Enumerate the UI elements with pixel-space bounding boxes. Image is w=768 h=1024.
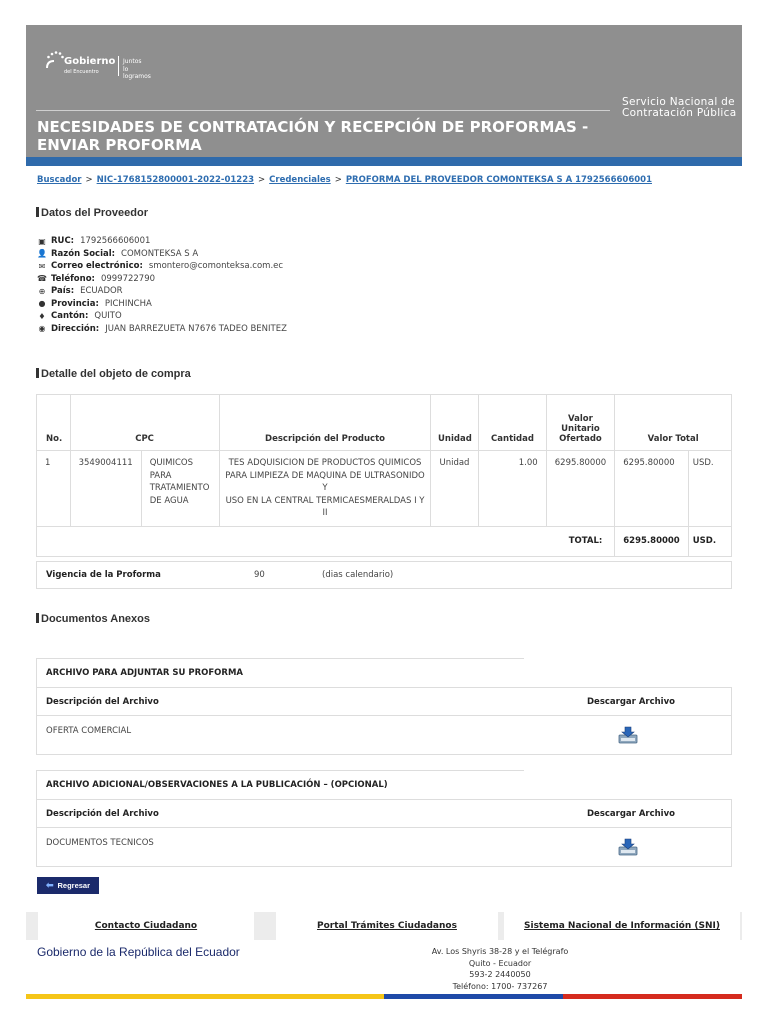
provider-razon-social: 👤 Razón Social: COMONTEKSA S A (37, 248, 199, 259)
globe-icon: ⊕ (38, 286, 46, 296)
provider-phone: ☎ Teléfono: 0999722790 (37, 273, 156, 284)
validity-value: 90 (254, 570, 265, 580)
breadcrumb-proforma[interactable]: PROFORMA DEL PROVEEDOR COMONTEKSA S A 1792566606001 (345, 175, 652, 185)
table-row (37, 451, 732, 527)
row-cpc-name: QUIMICOS PARA TRATAMIENTO DE AGUA (141, 451, 219, 527)
download-icon[interactable] (618, 726, 638, 744)
logo-divider (118, 56, 119, 76)
back-button[interactable] (37, 877, 99, 894)
col-cpc: CPC (70, 395, 219, 451)
table-row (37, 716, 731, 754)
col-file-download: Descargar Archivo (587, 697, 675, 707)
provider-province: ● Provincia: PICHINCHA (38, 298, 152, 309)
doc-table-proforma (36, 687, 732, 755)
breadcrumb-process[interactable]: NIC-1768152800001-2022-01223 (96, 175, 255, 185)
row-total: 6295.80000 (615, 451, 688, 527)
agency-name: Servicio Nacional de Contratación Pública (622, 96, 737, 119)
gobierno-logo[interactable] (44, 50, 154, 84)
footer-link-contacto[interactable]: Contacto Ciudadano (38, 912, 254, 940)
provider-address: ◉ Dirección: JUAN BARREZUETA N7676 TADEO BENITEZ (38, 323, 287, 334)
provider-ruc: ▣ RUC: 1792566606001 (38, 236, 151, 247)
table-total-row (37, 526, 732, 556)
user-icon: 👤 (37, 249, 47, 259)
breadcrumb-buscador[interactable]: Buscador (37, 175, 82, 185)
footer-government: Gobierno de la República del Ecuador (37, 945, 240, 959)
row-currency: USD. (688, 451, 731, 527)
col-description: Descripción del Producto (219, 395, 431, 451)
logo-slogan-2: lo logramos (123, 66, 151, 80)
footer-links-bar (26, 912, 742, 940)
breadcrumb: Buscador > NIC-1768152800001-2022-01223 > Credenciales > PROFORMA DEL PROVEEDOR COMONTEKSA S A 1792566606001 (37, 175, 652, 185)
provider-details (37, 235, 287, 335)
map-pin-icon: ● (38, 299, 46, 309)
doc-group-title-additional: ARCHIVO ADICIONAL/OBSERVACIONES A LA PUBLICACIÓN – (OPCIONAL) (36, 770, 524, 799)
table-header-row (37, 395, 732, 451)
col-file-desc: Descripción del Archivo (46, 809, 159, 819)
row-qty: 1.00 (479, 451, 546, 527)
file-name: OFERTA COMERCIAL (46, 726, 132, 736)
total-currency: USD. (688, 526, 731, 556)
footer-link-portal[interactable]: Portal Trámites Ciudadanos (276, 912, 498, 940)
header-accent-bar (26, 157, 742, 166)
provider-canton: ♦ Cantón: QUITO (38, 311, 122, 322)
doc-group-title-proforma: ARCHIVO PARA ADJUNTAR SU PROFORMA (36, 658, 524, 687)
col-total: Valor Total (615, 395, 732, 451)
provider-section-title: Datos del Proveedor (36, 207, 148, 219)
col-no: No. (37, 395, 71, 451)
logo-brand: Gobierno (64, 56, 116, 67)
footer-link-sni[interactable]: Sistema Nacional de Información (SNI) (504, 912, 740, 940)
doc-table-additional (36, 799, 732, 867)
row-cpc-code: 3549004111 (70, 451, 141, 527)
phone-icon: ☎ (37, 274, 47, 284)
envelope-icon: ✉ (38, 261, 46, 271)
pin-icon: ♦ (38, 311, 46, 321)
validity-unit: (dias calendario) (322, 570, 394, 580)
purchase-items-table (36, 394, 732, 557)
row-unit: Unidad (431, 451, 479, 527)
logo-slogan-1: Juntos (123, 58, 142, 65)
total-value: 6295.80000 (615, 526, 688, 556)
row-unit-value: 6295.80000 (546, 451, 615, 527)
row-no: 1 (37, 451, 71, 527)
download-icon[interactable] (618, 838, 638, 856)
table-row (37, 828, 731, 866)
documents-section-title: Documentos Anexos (36, 613, 150, 625)
arrow-left-icon: ⬅ (45, 880, 54, 890)
back-button-label: Regresar (57, 881, 91, 890)
provider-country: ⊕ País: ECUADOR (38, 286, 123, 297)
col-file-download: Descargar Archivo (587, 809, 675, 819)
id-card-icon: ▣ (38, 236, 46, 246)
col-qty: Cantidad (479, 395, 546, 451)
col-file-desc: Descripción del Archivo (46, 697, 159, 707)
footer-address: Av. Los Shyris 38-28 y el Telégrafo Quito - Ecuador 593-2 2440050 Teléfono: 1700- 737267 (431, 947, 569, 991)
validity-label: Vigencia de la Proforma (46, 570, 161, 580)
flag-stripe-red (563, 994, 742, 999)
location-icon: ◉ (38, 324, 46, 334)
doc-table-header (37, 800, 731, 828)
validity-box (36, 561, 732, 589)
provider-email: ✉ Correo electrónico: smontero@comonteksa.com.ec (38, 261, 284, 272)
logo-sub: del Encuentro (64, 69, 99, 75)
header-divider (36, 110, 610, 111)
col-unit: Unidad (431, 395, 479, 451)
purchase-section-title: Detalle del objeto de compra (36, 368, 191, 380)
flag-stripe-yellow (26, 994, 384, 999)
flag-stripe-blue (384, 994, 563, 999)
row-description: TES ADQUISICION DE PRODUCTOS QUIMICOS PARA LIMPIEZA DE MAQUINA DE ULTRASONIDO Y USO EN LA CENTRAL TERMICAESMERALDAS I Y II (219, 451, 431, 527)
file-name: DOCUMENTOS TECNICOS (46, 838, 154, 848)
page-title: NECESIDADES DE CONTRATACIÓN Y RECEPCIÓN DE PROFORMAS - ENVIAR PROFORMA (37, 118, 589, 154)
col-unit-value: Valor Unitario Ofertado (546, 395, 615, 451)
total-label: TOTAL: (37, 526, 615, 556)
doc-table-header (37, 688, 731, 716)
breadcrumb-credenciales[interactable]: Credenciales (269, 175, 331, 185)
